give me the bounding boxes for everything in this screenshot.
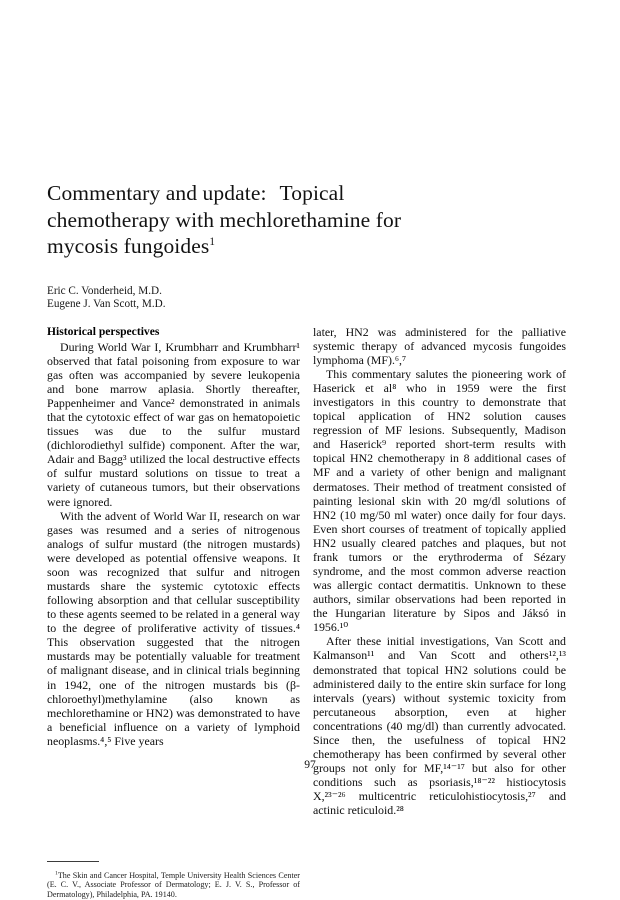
footnote-separator-rule bbox=[47, 861, 99, 862]
author-name: Eric C. Vonderheid, M.D. bbox=[47, 284, 162, 297]
title-line-1: Commentary and update: bbox=[47, 181, 267, 205]
paragraph: During World War I, Krumbharr and Krumbharr¹ observed that fatal poisoning from exposure to war gas often was accompanied by severe leukopenia and bone marrow aplasia. Shortly thereafter, Pappenheimer and Vance² demonstrated in animals that the cytotoxic effect of war gas on hematopoietic tissues was due to the sulfur mustard (dichlorodiethyl sulfide) component. After the war, Adair and Bagg³ utilized the local destructive effects of sulfur mustard solutions on tissue to treat a variety of cutaneous tumors, but their observations were ignored. bbox=[47, 339, 300, 509]
paragraph: later, HN2 was administered for the palliative systemic therapy of advanced mycosis fungoides lymphoma (MF).⁶,⁷ bbox=[313, 324, 566, 367]
footnote-block bbox=[47, 853, 300, 900]
title-footnote-marker: 1 bbox=[209, 235, 216, 248]
page-title bbox=[47, 180, 567, 260]
paragraph: This commentary salutes the pioneering work of Haserick et al⁸ who in 1959 were the first investigators in this country to demonstrate that topical application of HN2 solution causes regression of MF lesions. Subsequently, Madison and Haserick⁹ reported short-term results with topical HN2 chemotherapy in 8 additional cases of MF and a variety of other benign and malignant dermatoses. Their method of treatment consisted of painting lesional skin with 20 mg/dl solutions of HN2 (10 mg/50 ml water) once daily for four days. Even short courses of treatment of topically applied HN2 usually cleared patches and plaques, but not frank tumors or the erythroderma of Sézary syndrome, and the most common adverse reaction was allergic contact dermatitis. Unknown to these authors, similar observations had been reported in the Hungarian literature by Sipos and Jáksó in 1956.¹⁰ bbox=[313, 366, 566, 635]
page-number: 97 bbox=[304, 758, 316, 771]
right-column bbox=[313, 325, 566, 818]
section-heading: Historical perspectives bbox=[47, 324, 160, 338]
footnote-marker: 1 bbox=[55, 870, 58, 876]
left-column bbox=[47, 324, 300, 900]
author-byline bbox=[47, 285, 573, 312]
footnote-body: The Skin and Cancer Hospital, Temple University Health Sciences Center (E. C. V., Associate Professor of Dermatology; E. J. V. S., Professor of Dermatology), Philadelphia, PA. 19140. bbox=[47, 870, 300, 900]
footnote-text bbox=[47, 871, 300, 900]
title-line-3: mycosis fungoides bbox=[47, 234, 210, 258]
author-name: Eugene J. Van Scott, M.D. bbox=[47, 298, 166, 311]
paragraph: With the advent of World War II, research on war gases was resumed and a series of nitrogenous analogs of sulfur mustard (the nitrogen mustards) were developed as potential offensive weapons. It soon was recognized that sulfur and nitrogen mustards share the systemic cytotoxic effects following absorption and that cellular susceptibility to these agents seemed to be related in a general way to the degree of proliferative activity of tissues.⁴ This observation suggested that the nitrogen mustards may be potentially valuable for treatment of malignant disease, and in clinical trials beginning in 1942, one of the nitrogen mustards bis (β-chloroethyl)methylamine (also known as mechlorethamine or HN2) was demonstrated to have a beneficial influence on a variety of lymphoid neoplasms.⁴,⁵ Five years bbox=[47, 508, 300, 748]
paragraph: After these initial investigations, Van Scott and Kalmanson¹¹ and Van Scott and others¹²,¹³ demonstrated that topical HN2 solutions could be administered daily to the entire skin surface for long intervals (years) without systemic toxicity from percutaneous absorption, even at higher concentrations (40 mg/dl) than currently advocated. Since then, the usefulness of topical HN2 chemotherapy has been confirmed by several other groups not only for MF,¹⁴⁻¹⁷ but also for other conditions such as psoriasis,¹⁸⁻²² histiocytosis X,²³⁻²⁶ multicentric reticulohistiocytosis,²⁷ and actinic reticuloid.²⁸ bbox=[313, 634, 566, 818]
title-line-2: chemotherapy with mechlorethamine for bbox=[47, 207, 402, 232]
title-line-1b: Topical bbox=[279, 181, 345, 205]
